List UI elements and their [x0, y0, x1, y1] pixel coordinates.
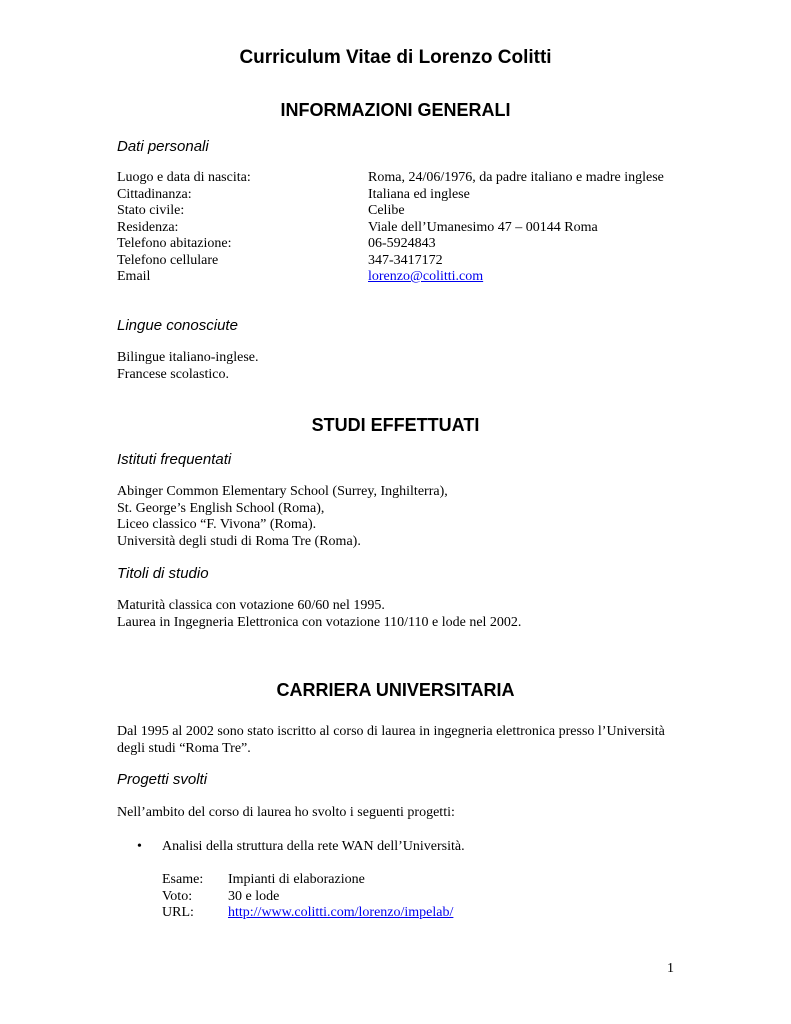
label-email: Email [117, 269, 151, 284]
subheading-personal-data: Dati personali [117, 138, 209, 155]
section-heading-career: CARRIERA UNIVERSITARIA [276, 680, 515, 700]
project-detail-labels [162, 872, 224, 922]
subheading-languages: Lingue conosciute [117, 317, 238, 334]
value-birth: Roma, 24/06/1976, da padre italiano e madre inglese [368, 170, 664, 185]
label-exam: Esame: [162, 872, 204, 887]
institute-line: Liceo classico “F. Vivona” (Roma). [117, 517, 317, 532]
label-grade: Voto: [162, 888, 193, 904]
degree-line: Maturità classica con votazione 60/60 nel 1995. [117, 598, 385, 613]
value-mobile-phone: 347-3417172 [368, 252, 443, 268]
project-url-link[interactable]: http://www.colitti.com/lorenzo/impelab/ [228, 905, 454, 920]
label-marital-status: Stato civile: [117, 203, 185, 218]
personal-data-labels [117, 170, 357, 286]
document-title: Curriculum Vitae di Lorenzo Colitti [239, 47, 552, 68]
language-line: Bilingue italiano-inglese. [117, 350, 259, 365]
subheading-institutes: Istituti frequentati [117, 451, 232, 468]
career-intro-paragraph [117, 724, 687, 757]
value-exam: Impianti di elaborazione [228, 872, 365, 887]
label-mobile-phone: Telefono cellulare [117, 252, 219, 268]
personal-data-values [368, 170, 698, 286]
degrees-paragraph [117, 598, 687, 631]
value-marital-status: Celibe [368, 203, 405, 218]
value-citizenship: Italiana ed inglese [368, 186, 470, 202]
language-line: Francese scolastico. [117, 366, 229, 382]
languages-paragraph [117, 350, 687, 383]
label-birth: Luogo e data di nascita: [117, 170, 251, 185]
subheading-degrees: Titoli di studio [117, 565, 209, 582]
bullet-icon: • [137, 839, 142, 854]
label-citizenship: Cittadinanza: [117, 186, 192, 202]
email-link[interactable]: lorenzo@colitti.com [368, 269, 484, 284]
page-number: 1 [667, 961, 674, 976]
section-heading-studies: STUDI EFFETTUATI [311, 415, 480, 435]
label-residence: Residenza: [117, 219, 179, 235]
label-home-phone: Telefono abitazione: [117, 236, 232, 251]
career-intro-line: degli studi “Roma Tre”. [117, 740, 251, 756]
value-home-phone: 06-5924843 [368, 236, 436, 251]
degree-line: Laurea in Ingegneria Elettronica con votazione 110/110 e lode nel 2002. [117, 614, 522, 630]
institute-line: St. George’s English School (Roma), [117, 500, 325, 516]
value-residence: Viale dell’Umanesimo 47 – 00144 Roma [368, 219, 598, 235]
subheading-projects: Progetti svolti [117, 771, 208, 788]
project-title: Analisi della struttura della rete WAN dell’Università. [162, 839, 465, 854]
section-heading-general: INFORMAZIONI GENERALI [280, 100, 511, 120]
career-intro-line: Dal 1995 al 2002 sono stato iscritto al corso di laurea in ingegneria elettronica presso l’Università [117, 724, 665, 739]
institute-line: Università degli studi di Roma Tre (Roma). [117, 533, 361, 549]
label-url: URL: [162, 905, 194, 920]
institutes-paragraph [117, 484, 687, 550]
projects-intro: Nell’ambito del corso di laurea ho svolto i seguenti progetti: [117, 805, 455, 820]
project-detail-values [228, 872, 453, 922]
value-grade: 30 e lode [228, 888, 280, 904]
institute-line: Abinger Common Elementary School (Surrey, Inghilterra), [117, 484, 448, 499]
